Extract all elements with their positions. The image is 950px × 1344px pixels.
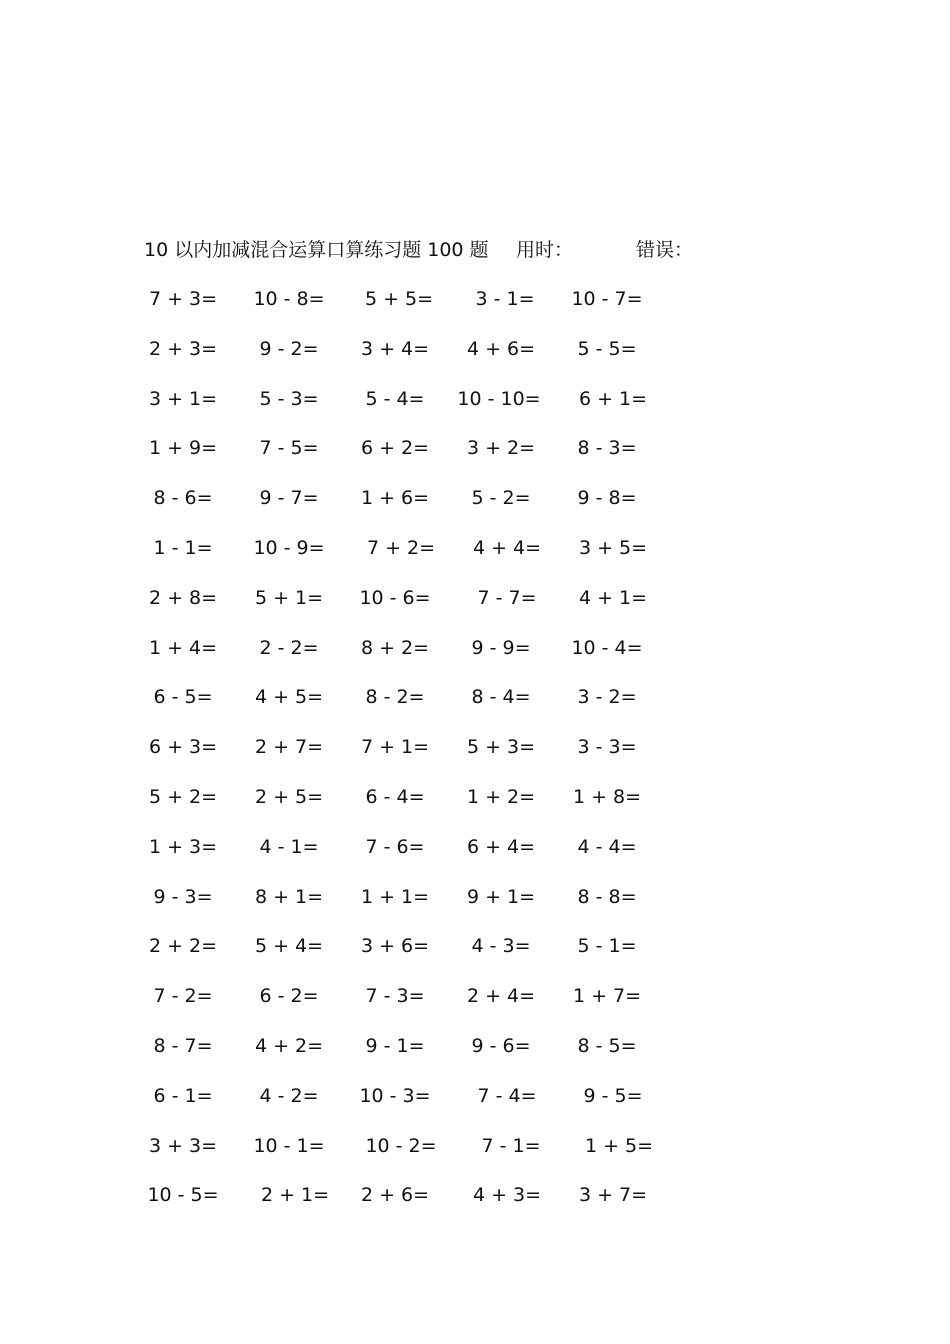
time-used-label: 用时： [516, 239, 574, 261]
problem-item: 5 - 1= [577, 935, 637, 958]
problem-item: 4 + 4= [472, 536, 542, 559]
problem-row [130, 581, 690, 631]
problem-item: 10 - 5= [147, 1184, 219, 1207]
problem-item: 2 + 6= [360, 1184, 430, 1207]
problem-item: 10 - 10= [457, 387, 541, 410]
problem-item: 2 + 2= [148, 935, 218, 958]
problem-item: 9 - 1= [365, 1034, 425, 1057]
problem-row [130, 1178, 690, 1228]
problem-item: 1 + 3= [148, 835, 218, 858]
problem-item: 6 - 4= [365, 785, 425, 808]
problem-item: 7 - 1= [481, 1134, 541, 1157]
problem-row [130, 431, 690, 481]
problem-item: 3 + 3= [148, 1134, 218, 1157]
worksheet-header [144, 236, 744, 264]
problem-item: 10 - 9= [253, 536, 325, 559]
problem-item: 5 + 4= [254, 935, 324, 958]
problem-item: 5 + 2= [148, 785, 218, 808]
problem-row [130, 979, 690, 1029]
problem-row [130, 1029, 690, 1079]
problem-item: 1 + 5= [584, 1134, 654, 1157]
problem-row [130, 830, 690, 880]
problem-item: 4 + 5= [254, 686, 324, 709]
problem-row [130, 1079, 690, 1129]
problem-item: 1 + 8= [572, 785, 642, 808]
problem-item: 1 - 1= [153, 536, 213, 559]
problem-item: 3 - 3= [577, 736, 637, 759]
problem-item: 8 - 7= [153, 1034, 213, 1057]
problem-item: 4 + 1= [578, 586, 648, 609]
problem-item: 8 - 6= [153, 487, 213, 510]
problem-item: 3 - 2= [577, 686, 637, 709]
problem-row [130, 631, 690, 681]
problem-row [130, 680, 690, 730]
problem-item: 9 - 2= [259, 337, 319, 360]
problem-item: 1 + 6= [360, 487, 430, 510]
problem-item: 2 - 2= [259, 636, 319, 659]
problem-item: 5 + 5= [364, 288, 434, 310]
problem-item: 9 - 8= [577, 487, 637, 510]
problem-item: 1 + 9= [148, 437, 218, 460]
problem-item: 3 + 7= [578, 1184, 648, 1207]
problem-item: 8 - 2= [365, 686, 425, 709]
problem-item: 7 - 2= [153, 985, 213, 1008]
problem-row [130, 481, 690, 531]
problem-item: 9 - 3= [153, 885, 213, 908]
problem-item: 10 - 4= [571, 636, 643, 659]
problem-item: 4 - 2= [259, 1084, 319, 1107]
problem-item: 8 + 2= [360, 636, 430, 659]
problem-item: 6 - 1= [153, 1084, 213, 1107]
problem-item: 1 + 4= [148, 636, 218, 659]
problem-item: 3 - 1= [475, 288, 535, 310]
problem-item: 5 - 2= [471, 487, 531, 510]
problem-item: 4 - 3= [471, 935, 531, 958]
problem-row [130, 332, 690, 382]
problem-item: 6 + 4= [466, 835, 536, 858]
problem-row [130, 282, 690, 332]
problem-item: 5 + 3= [466, 736, 536, 759]
problem-item: 8 - 4= [471, 686, 531, 709]
problem-item: 8 - 5= [577, 1034, 637, 1057]
problem-item: 3 + 5= [578, 536, 648, 559]
problem-item: 3 + 2= [466, 437, 536, 460]
problem-item: 5 - 4= [365, 387, 425, 410]
problem-row [130, 880, 690, 930]
problem-item: 4 + 2= [254, 1034, 324, 1057]
problem-item: 9 + 1= [466, 885, 536, 908]
problem-item: 9 - 7= [259, 487, 319, 510]
problem-row [130, 1129, 690, 1179]
problem-item: 2 + 3= [148, 337, 218, 360]
problem-item: 10 - 3= [359, 1084, 431, 1107]
problem-item: 7 + 2= [366, 536, 436, 559]
problem-item: 3 + 4= [360, 337, 430, 360]
problem-item: 4 + 3= [472, 1184, 542, 1207]
problem-item: 1 + 1= [360, 885, 430, 908]
problem-item: 6 + 3= [148, 736, 218, 759]
problem-item: 2 + 7= [254, 736, 324, 759]
problem-item: 2 + 8= [148, 586, 218, 609]
problem-item: 6 - 2= [259, 985, 319, 1008]
problem-row [130, 929, 690, 979]
error-count-label: 错误： [636, 239, 694, 261]
problem-item: 10 - 7= [571, 288, 643, 310]
problem-item: 5 - 3= [259, 387, 319, 410]
problem-item: 7 - 5= [259, 437, 319, 460]
problem-item: 8 - 3= [577, 437, 637, 460]
problem-item: 2 + 4= [466, 985, 536, 1008]
problem-item: 4 - 4= [577, 835, 637, 858]
problem-item: 2 + 1= [260, 1184, 330, 1207]
problem-item: 6 - 5= [153, 686, 213, 709]
problem-item: 3 + 6= [360, 935, 430, 958]
problem-row [130, 780, 690, 830]
problem-item: 5 + 1= [254, 586, 324, 609]
problem-item: 9 - 9= [471, 636, 531, 659]
problem-item: 3 + 1= [148, 387, 218, 410]
problem-item: 6 + 2= [360, 437, 430, 460]
problem-row [130, 382, 690, 432]
problem-grid [130, 282, 690, 1228]
problem-item: 7 - 7= [477, 586, 537, 609]
problem-item: 4 + 6= [466, 337, 536, 360]
problem-item: 9 - 5= [583, 1084, 643, 1107]
problem-item: 8 + 1= [254, 885, 324, 908]
problem-item: 6 + 1= [578, 387, 648, 410]
problem-item: 5 - 5= [577, 337, 637, 360]
problem-row [130, 531, 690, 581]
problem-item: 7 - 4= [477, 1084, 537, 1107]
problem-item: 7 - 3= [365, 985, 425, 1008]
problem-item: 10 - 1= [253, 1134, 325, 1157]
problem-item: 8 - 8= [577, 885, 637, 908]
problem-item: 10 - 6= [359, 586, 431, 609]
problem-item: 9 - 6= [471, 1034, 531, 1057]
problem-item: 7 + 1= [360, 736, 430, 759]
problem-item: 4 - 1= [259, 835, 319, 858]
problem-item: 2 + 5= [254, 785, 324, 808]
problem-item: 10 - 2= [365, 1134, 437, 1157]
problem-item: 7 - 6= [365, 835, 425, 858]
problem-row [130, 730, 690, 780]
problem-item: 7 + 3= [148, 288, 218, 310]
worksheet-title: 10 以内加减混合运算口算练习题 100 题 [144, 239, 489, 261]
problem-item: 10 - 8= [253, 288, 325, 310]
problem-item: 1 + 2= [466, 785, 536, 808]
problem-item: 1 + 7= [572, 985, 642, 1008]
